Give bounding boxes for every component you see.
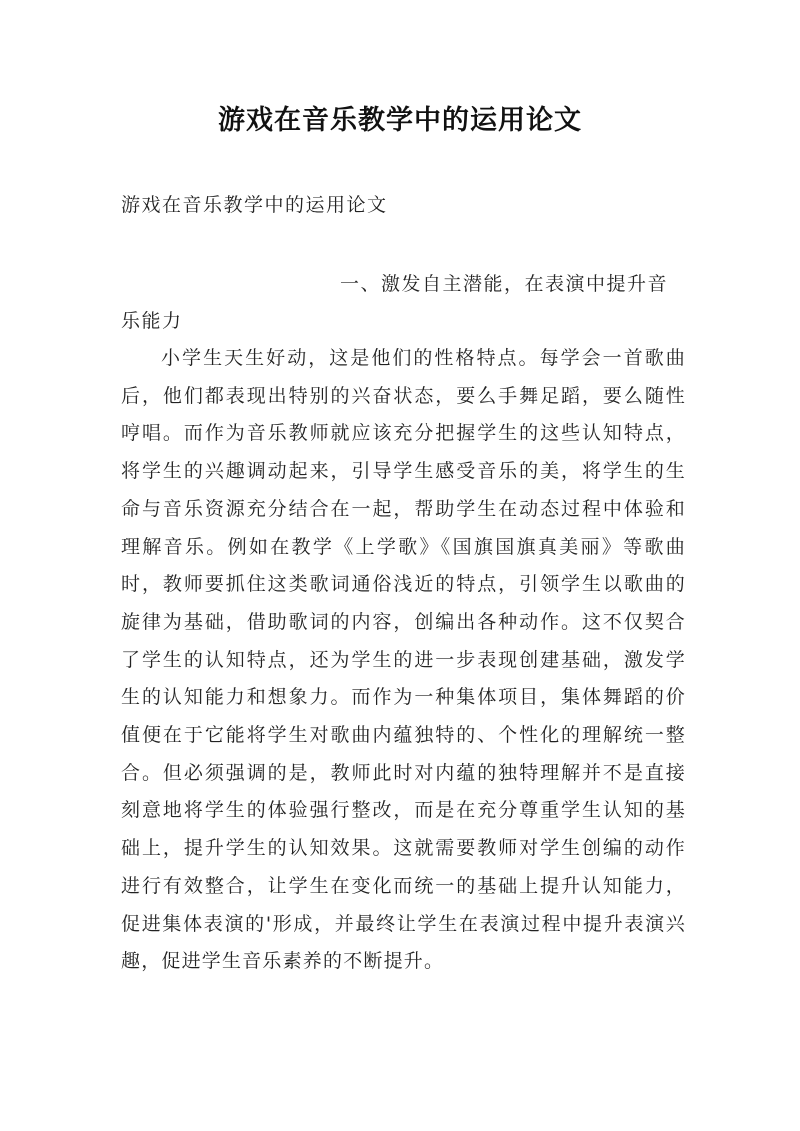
body-paragraph: 小学生天生好动，这是他们的性格特点。每学会一首歌曲后，他们都表现出特别的兴奋状态，要么手舞足蹈，要么随性哼唱。而作为音乐教师就应该充分把握学生的这些认知特点，将学生的兴趣调动起来，引导学生感受音乐的美，将学生的生命与音乐资源充分结合在一起，帮助学生在动态过程中体验和理解音乐。例如在教学《上学歌》《国旗国旗真美丽》等歌曲时，教师要抓住这类歌词通俗浅近的特点，引领学生以歌曲的旋律为基础，借助歌词的内容，创编出各种动作。这不仅契合了学生的认知特点，还为学生的进一步表现创建基础，激发学生的认知能力和想象力。而作为一种集体项目，集体舞蹈的价值便在于它能将学生对歌曲内蕴独特的、个性化的理解统一整合。但必须强调的是，教师此时对内蕴的独特理解并不是直接刻意地将学生的体验强行整改，而是在充分尊重学生认知的基础上，提升学生的认知效果。这就需要教师对学生创编的动作进行有效整合，让学生在变化而统一的基础上提升认知能力，促进集体表演的'形成，并最终让学生在表演过程中提升表演兴趣，促进学生音乐素养的不断提升。: [121, 347, 686, 973]
section-heading: 一、激发自主潜能，在表演中提升音乐能力: [121, 273, 669, 332]
document-title: 游戏在音乐教学中的运用论文: [218, 105, 582, 136]
document-subtitle: 游戏在音乐教学中的运用论文: [121, 194, 388, 216]
